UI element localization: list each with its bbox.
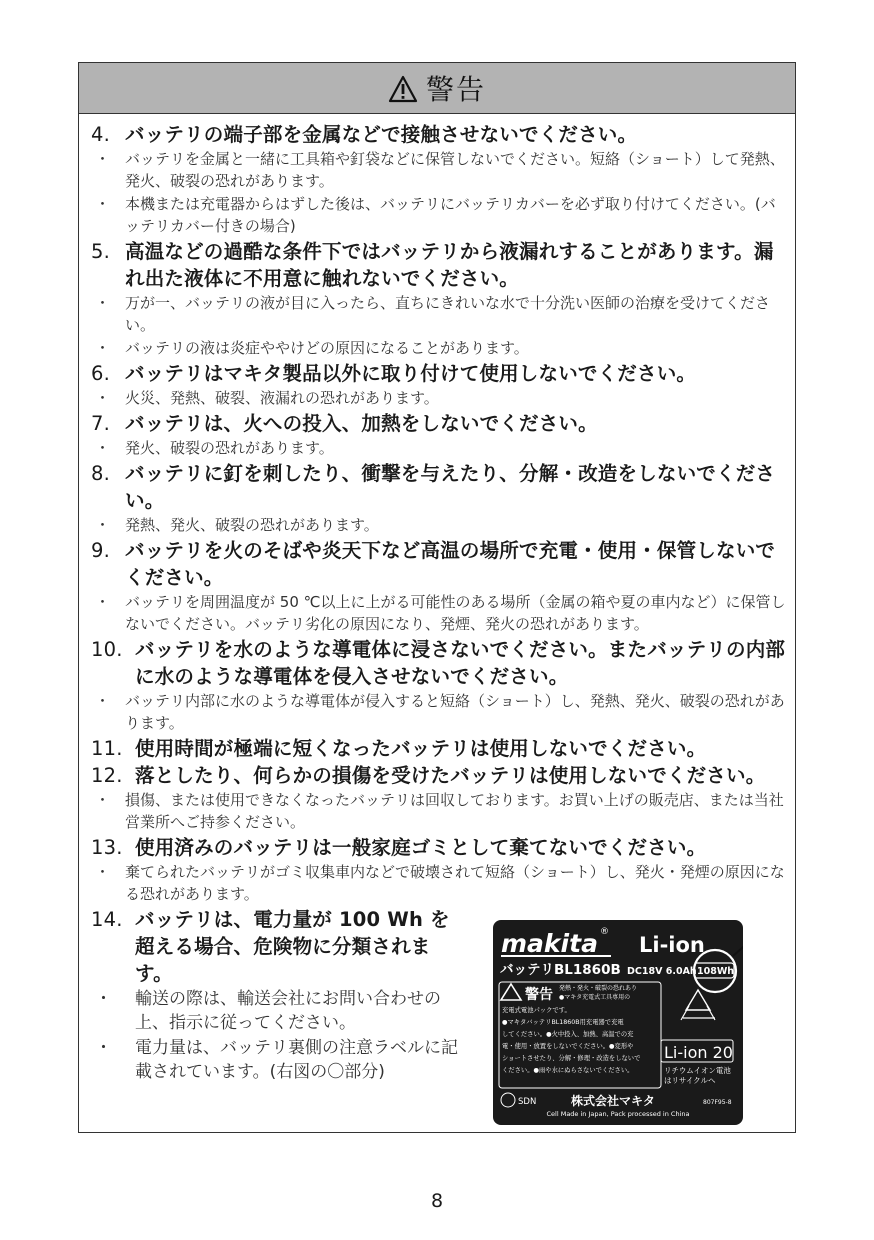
bullet: ・ bbox=[95, 791, 111, 809]
item-number: 11. bbox=[91, 737, 123, 760]
detail-text: 本機または充電器からはずした後は、バッテリにバッテリカバーを必ず取り付けてください。(バッテリカバー付きの場合) bbox=[125, 195, 776, 235]
item-number: 14. bbox=[91, 908, 123, 931]
bullet: ・ bbox=[95, 863, 111, 881]
bullet: ・ bbox=[95, 692, 111, 710]
item-detail bbox=[91, 1036, 461, 1084]
detail-text: 損傷、または使用できなくなったバッテリは回収しております。お買い上げの販売店、または当社営業所へご持参ください。 bbox=[125, 791, 784, 831]
item-text: バッテリは、火への投入、加熱をしないでください。 bbox=[125, 412, 598, 435]
bullet: ・ bbox=[95, 593, 111, 611]
item-number: 10. bbox=[91, 638, 123, 661]
item-detail bbox=[91, 514, 787, 536]
item-number: 9. bbox=[91, 539, 111, 562]
warning-item bbox=[91, 762, 787, 789]
label-code: 807F95-8 bbox=[703, 1099, 732, 1106]
item-number: 4. bbox=[91, 123, 111, 146]
label-li-ion-20: Li-ion 20 bbox=[664, 1043, 733, 1062]
label-chem: Li-ion bbox=[639, 933, 705, 957]
item-detail bbox=[91, 591, 787, 635]
warning-list bbox=[91, 121, 787, 906]
detail-text: 輸送の際は、輸送会社にお問い合わせの上、指示に従ってください。 bbox=[135, 989, 441, 1033]
warning-item bbox=[91, 735, 787, 762]
warning-item bbox=[91, 636, 787, 690]
item-detail bbox=[91, 789, 787, 833]
bullet: ・ bbox=[95, 989, 112, 1009]
item-text: 高温などの過酷な条件下ではバッテリから液漏れすることがあります。漏れ出た液体に不用意に触れないでください。 bbox=[125, 240, 774, 290]
label-warn-line: ショートさせたり、分解・修理・改造をしないで bbox=[502, 1055, 641, 1062]
detail-text: バッテリの液は炎症ややけどの原因になることがあります。 bbox=[125, 339, 529, 357]
detail-text: 火災、発熱、破裂、液漏れの恐れがあります。 bbox=[125, 389, 439, 407]
item-text: バッテリは、電力量が 100 Wh を超える場合、危険物に分類されます。 bbox=[135, 908, 450, 985]
detail-text: バッテリを周囲温度が 50 ℃以上に上がる可能性のある場所（金属の箱や夏の車内など）に保管しないでください。バッテリ劣化の原因になり、発煙、発火の恐れがあります。 bbox=[125, 593, 786, 633]
item-detail bbox=[91, 690, 787, 734]
label-model: バッテリBL1860B bbox=[500, 962, 621, 978]
item-detail bbox=[91, 337, 787, 359]
label-brand: makita bbox=[501, 929, 598, 958]
label-rating: DC18V 6.0Ah bbox=[627, 966, 697, 977]
bullet: ・ bbox=[95, 1038, 112, 1058]
label-warn-title: 警告 bbox=[525, 987, 553, 1003]
item-text: 使用済みのバッテリは一般家庭ゴミとして棄てないでください。 bbox=[135, 836, 707, 859]
label-sdn: SDN bbox=[518, 1097, 537, 1107]
item-text: バッテリの端子部を金属などで接触させないでください。 bbox=[125, 123, 638, 146]
item-number: 13. bbox=[91, 836, 123, 859]
warning-item bbox=[91, 460, 787, 514]
warning-header bbox=[79, 63, 795, 114]
item-detail bbox=[91, 861, 787, 905]
battery-label-image bbox=[493, 920, 743, 1125]
bullet: ・ bbox=[95, 389, 111, 407]
warning-item bbox=[91, 410, 787, 437]
item-number: 6. bbox=[91, 362, 111, 385]
label-warn-line: ●マキタバッテリBL1860B用充電器で充電 bbox=[502, 1019, 624, 1026]
item-detail bbox=[91, 437, 787, 459]
item-number: 7. bbox=[91, 412, 111, 435]
item-number: 12. bbox=[91, 764, 123, 787]
detail-text: 棄てられたバッテリがゴミ収集車内などで破壊されて短絡（ショート）し、発火・発煙の原因になる恐れがあります。 bbox=[125, 863, 785, 903]
warning-item bbox=[91, 360, 787, 387]
item-text: バッテリを火のそばや炎天下など高温の場所で充電・使用・保管しないでください。 bbox=[125, 539, 776, 589]
warning-box bbox=[78, 62, 796, 1133]
label-warn-line: 充電式電池パックです。 bbox=[502, 1007, 571, 1014]
warning-title: 警告 bbox=[425, 73, 486, 106]
warning-item bbox=[91, 238, 787, 292]
detail-text: 発火、破裂の恐れがあります。 bbox=[125, 439, 334, 457]
detail-text: 万が一、バッテリの液が目に入ったら、直ちにきれいな水で十分洗い医師の治療を受けてください。 bbox=[125, 294, 771, 334]
item-number: 5. bbox=[91, 240, 111, 263]
item-number: 8. bbox=[91, 462, 111, 485]
page-number: 8 bbox=[430, 1190, 444, 1212]
label-origin: Cell Made in Japan, Pack processed in China bbox=[546, 1110, 690, 1118]
item-text: バッテリに釘を刺したり、衝撃を与えたり、分解・改造をしないでください。 bbox=[125, 462, 776, 512]
bullet: ・ bbox=[95, 339, 111, 357]
bullet: ・ bbox=[95, 150, 111, 168]
label-recycle-line1: リチウムイオン電池 bbox=[664, 1066, 731, 1075]
bullet: ・ bbox=[95, 195, 111, 213]
item-text: 落としたり、何らかの損傷を受けたバッテリは使用しないでください。 bbox=[135, 764, 766, 787]
item-detail bbox=[91, 148, 787, 192]
label-warn-line: してください。●火中投入、加熱、高温での充 bbox=[502, 1031, 634, 1038]
item-detail bbox=[91, 987, 461, 1035]
warning-triangle-icon bbox=[388, 75, 418, 103]
item-detail bbox=[91, 387, 787, 409]
item-text: バッテリを水のような導電体に浸さないでください。またバッテリの内部に水のような導電体を侵入させないでください。 bbox=[135, 638, 786, 688]
label-wh: 108Wh bbox=[697, 966, 735, 977]
detail-text: バッテリを金属と一緒に工具箱や釘袋などに保管しないでください。短絡（ショート）して発熱、発火、破裂の恐れがあります。 bbox=[125, 150, 785, 190]
item-detail bbox=[91, 292, 787, 336]
warning-item bbox=[91, 121, 787, 148]
warning-item bbox=[91, 906, 461, 987]
item-detail bbox=[91, 193, 787, 237]
item-text: 使用時間が極端に短くなったバッテリは使用しないでください。 bbox=[135, 737, 707, 760]
detail-text: 電力量は、バッテリ裏側の注意ラベルに記載されています。(右図の〇部分) bbox=[135, 1038, 458, 1082]
label-recycle-line2: はリサイクルへ bbox=[664, 1076, 716, 1085]
detail-text: 発熱、発火、破裂の恐れがあります。 bbox=[125, 516, 379, 534]
label-registered: ® bbox=[600, 927, 609, 937]
detail-text: バッテリ内部に水のような導電体が侵入すると短絡（ショート）し、発熱、発火、破裂の恐れがあります。 bbox=[125, 692, 785, 732]
label-warn-line: ください。●雨や水にぬらさないでください。 bbox=[502, 1067, 634, 1074]
bullet: ・ bbox=[95, 294, 111, 312]
item-text: バッテリはマキタ製品以外に取り付けて使用しないでください。 bbox=[125, 362, 697, 385]
label-company: 株式会社マキタ bbox=[571, 1094, 655, 1108]
label-warn-side: 発熱・発火・破裂の恐れあり ●マキタ充電式工具専用の bbox=[559, 985, 638, 1001]
bullet: ・ bbox=[95, 439, 111, 457]
warning-item bbox=[91, 537, 787, 591]
bullet: ・ bbox=[95, 516, 111, 534]
warning-item bbox=[91, 834, 787, 861]
label-warn-line: 電・使用・放置をしないでください。●変形や bbox=[502, 1043, 634, 1050]
item-14 bbox=[91, 906, 461, 1085]
